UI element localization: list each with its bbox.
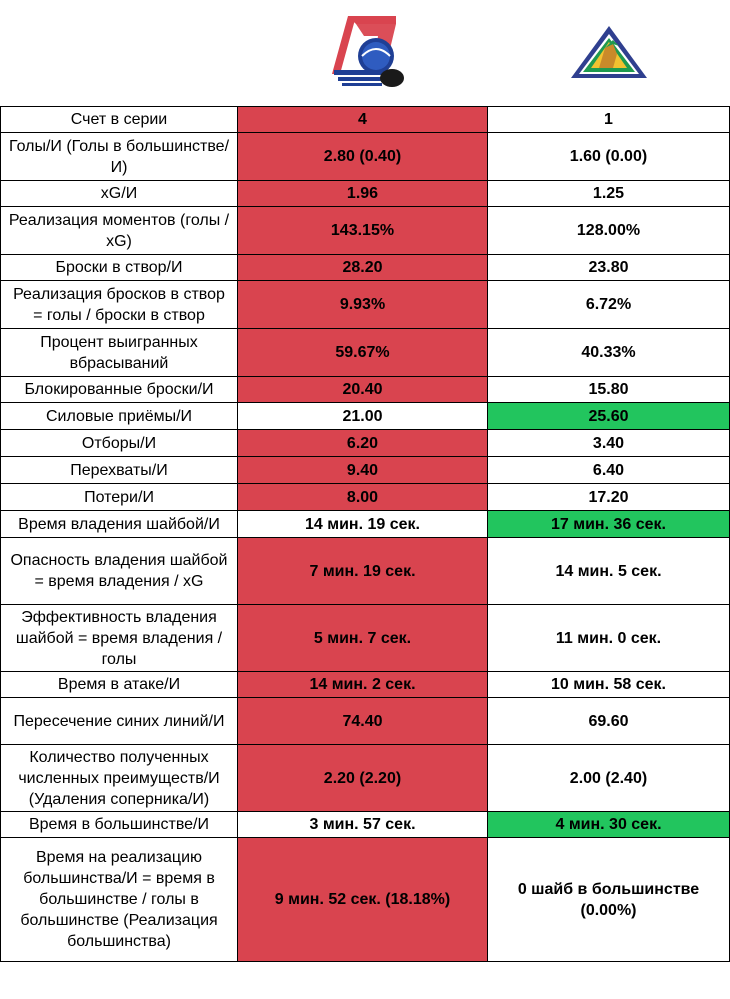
team-a-value: 59.67% bbox=[238, 329, 488, 377]
stats-table bbox=[0, 106, 730, 962]
metric-label: Эффективность владения шайбой = время владения / голы bbox=[1, 605, 238, 672]
team-a-value: 3 мин. 57 сек. bbox=[238, 812, 488, 838]
metric-label: Количество полученных численных преимуществ/И (Удаления соперника/И) bbox=[1, 745, 238, 812]
salavat-yulaev-logo bbox=[569, 24, 649, 80]
team-a-value: 74.40 bbox=[238, 698, 488, 745]
team-b-value: 3.40 bbox=[488, 430, 730, 457]
metric-label: Броски в створ/И bbox=[1, 255, 238, 281]
metric-label: Опасность владения шайбой = время владения / xG bbox=[1, 538, 238, 605]
team-a-value: 1.96 bbox=[238, 181, 488, 207]
table-row bbox=[1, 484, 730, 511]
table-row bbox=[1, 377, 730, 403]
metric-label: Счет в серии bbox=[1, 107, 238, 133]
table-row bbox=[1, 511, 730, 538]
table-row bbox=[1, 430, 730, 457]
table-row bbox=[1, 698, 730, 745]
table-row bbox=[1, 207, 730, 255]
metric-label: Время в атаке/И bbox=[1, 672, 238, 698]
table-row bbox=[1, 329, 730, 377]
metric-label: Пересечение синих линий/И bbox=[1, 698, 238, 745]
team-a-value: 28.20 bbox=[238, 255, 488, 281]
team-a-value: 2.80 (0.40) bbox=[238, 133, 488, 181]
metric-label: Перехваты/И bbox=[1, 457, 238, 484]
team-b-value: 6.72% bbox=[488, 281, 730, 329]
team-b-value: 1.25 bbox=[488, 181, 730, 207]
team-b-value: 17.20 bbox=[488, 484, 730, 511]
metric-label: Время на реализацию большинства/И = время в большинстве / голы в большинстве (Реализация большинства) bbox=[1, 838, 238, 962]
team-b-value: 14 мин. 5 сек. bbox=[488, 538, 730, 605]
metric-label: Голы/И (Голы в большинстве/И) bbox=[1, 133, 238, 181]
table-row bbox=[1, 745, 730, 812]
team-a-value: 2.20 (2.20) bbox=[238, 745, 488, 812]
table-row bbox=[1, 107, 730, 133]
lokomotiv-logo bbox=[326, 14, 410, 94]
team-a-value: 14 мин. 2 сек. bbox=[238, 672, 488, 698]
team-a-value: 9.40 bbox=[238, 457, 488, 484]
metric-label: Время владения шайбой/И bbox=[1, 511, 238, 538]
table-row bbox=[1, 672, 730, 698]
table-row bbox=[1, 538, 730, 605]
table-row bbox=[1, 281, 730, 329]
table-row bbox=[1, 838, 730, 962]
team-a-value: 7 мин. 19 сек. bbox=[238, 538, 488, 605]
team-b-value: 128.00% bbox=[488, 207, 730, 255]
team-b-value: 6.40 bbox=[488, 457, 730, 484]
team-b-value: 4 мин. 30 сек. bbox=[488, 812, 730, 838]
metric-label: Отборы/И bbox=[1, 430, 238, 457]
table-row bbox=[1, 605, 730, 672]
team-b-value: 17 мин. 36 сек. bbox=[488, 511, 730, 538]
metric-label: xG/И bbox=[1, 181, 238, 207]
team-b-value: 11 мин. 0 сек. bbox=[488, 605, 730, 672]
table-row bbox=[1, 812, 730, 838]
team-b-value: 15.80 bbox=[488, 377, 730, 403]
header bbox=[0, 0, 730, 106]
team-b-value: 69.60 bbox=[488, 698, 730, 745]
team-b-value: 25.60 bbox=[488, 403, 730, 430]
team-b-value: 10 мин. 58 сек. bbox=[488, 672, 730, 698]
metric-label: Время в большинстве/И bbox=[1, 812, 238, 838]
team-a-value: 8.00 bbox=[238, 484, 488, 511]
table-row bbox=[1, 403, 730, 430]
team-a-value: 9 мин. 52 сек. (18.18%) bbox=[238, 838, 488, 962]
team-b-value: 1 bbox=[488, 107, 730, 133]
table-row bbox=[1, 255, 730, 281]
team-a-value: 143.15% bbox=[238, 207, 488, 255]
team-a-value: 5 мин. 7 сек. bbox=[238, 605, 488, 672]
team-b-value: 23.80 bbox=[488, 255, 730, 281]
team-b-value: 1.60 (0.00) bbox=[488, 133, 730, 181]
metric-label: Процент выигранных вбрасываний bbox=[1, 329, 238, 377]
metric-label: Потери/И bbox=[1, 484, 238, 511]
team-a-value: 14 мин. 19 сек. bbox=[238, 511, 488, 538]
team-b-value: 2.00 (2.40) bbox=[488, 745, 730, 812]
table-row bbox=[1, 181, 730, 207]
team-a-value: 4 bbox=[238, 107, 488, 133]
team-a-value: 21.00 bbox=[238, 403, 488, 430]
metric-label: Реализация моментов (голы / xG) bbox=[1, 207, 238, 255]
team-a-value: 9.93% bbox=[238, 281, 488, 329]
table-row bbox=[1, 457, 730, 484]
team-a-value: 20.40 bbox=[238, 377, 488, 403]
metric-label: Реализация бросков в створ = голы / броски в створ bbox=[1, 281, 238, 329]
metric-label: Силовые приёмы/И bbox=[1, 403, 238, 430]
table-row bbox=[1, 133, 730, 181]
team-a-value: 6.20 bbox=[238, 430, 488, 457]
team-b-value: 40.33% bbox=[488, 329, 730, 377]
metric-label: Блокированные броски/И bbox=[1, 377, 238, 403]
team-b-value: 0 шайб в большинстве (0.00%) bbox=[488, 838, 730, 962]
